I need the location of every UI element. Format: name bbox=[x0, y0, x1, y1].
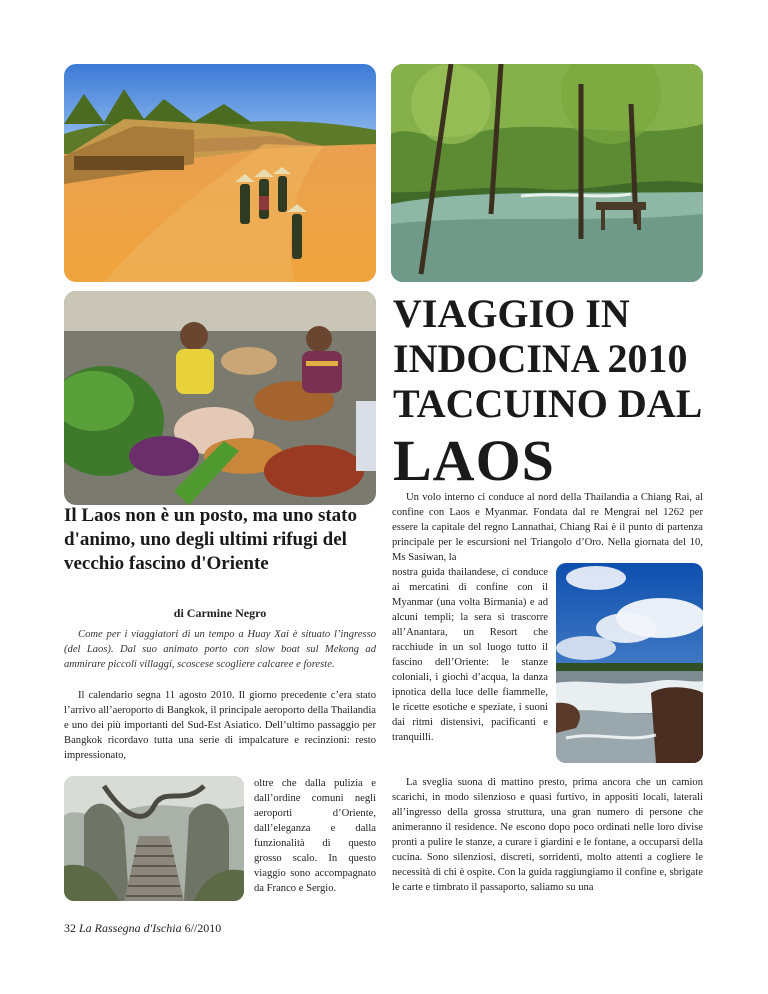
body-paragraph-left: Il calendario segna 11 agosto 2010. Il giorno precedente c’era stato l’arrivo all’aeroporto di Bangkok, il principale aeroporto della Thailandia e uno dei più importanti del Sud-Est Asiatico. Dell’ultimo passaggio per Bangkok ricordavo tutta una serie di impalcature e recinzioni: resto impressionato, bbox=[64, 690, 376, 761]
body-paragraph-left-continued: oltre che dalla pulizia e dall’ordine comuni negli aeroporti d’Oriente, dall’eleganza e dalla funzionalità di questo grosso scalo. In questo viaggio sono accompagnato da Franco e Sergio. bbox=[254, 778, 376, 894]
body-paragraph-right-2: La sveglia suona di mattino presto, prima ancora che un camion scarichi, in modo silenzioso e quasi furtivo, in appositi locali, laterali all’ingresso della grossa struttura, una gran numero di persone che animeranno il residence. Ne escono dopo poco ordinati nelle loro divise pronti a pulire le stanze, a curare i giardini e le fontane, a occuparsi della cucina. Sono silenziosi, discreti, sorridenti, molto attenti a cogliere le necessità di chi è ospite. Con la guida raggiungiamo il confine e, sbrigate le carte e timbrato il passaporto, saliamo su una bbox=[392, 777, 703, 893]
author-byline: di Carmine Negro bbox=[173, 606, 267, 620]
photo-temple-ruins bbox=[64, 776, 244, 901]
photo-local-market bbox=[64, 291, 376, 505]
body-paragraph-right-1: Un volo interno ci conduce al nord della Thailandia a Chiang Rai, al confine con Laos e Myanmar. Fondata dal re Mengrai nel 1262 per essere la capitale del regno Lannathai, Chiang Rai è il punto di partenza principale per le escursioni nel Triangolo d’Oro. Nella giornata del 10, Ms Sasiwan, la bbox=[392, 492, 703, 563]
photo-waterfalls bbox=[556, 563, 703, 763]
article-title-line-2: INDOCINA 2010 bbox=[393, 336, 688, 381]
magazine-name: La Rassegna d'Ischia bbox=[79, 921, 182, 935]
photo-jungle-river bbox=[391, 64, 703, 282]
issue-number: 6//2010 bbox=[184, 921, 222, 935]
article-title-line-1: VIAGGIO IN bbox=[393, 291, 630, 336]
article-title-line-3: TACCUINO DAL bbox=[393, 381, 703, 426]
intro-paragraph: Come per i viaggiatori di un tempo a Huay Xai è situato l’ingresso (del Laos). Dal suo animato porto con slow boat sul Mekong ad ammirare piccoli villaggi, scoscese scogliere calcaree e foreste. bbox=[64, 629, 376, 670]
page-footer bbox=[64, 921, 221, 936]
body-paragraph-right-1-continued: nostra guida thailandese, ci conduce ai mercatini di confine con il Myanmar (una volta Birmania) e ad alcuni templi; la sera si trascorre all’Anantara, un Resort che racchiude in un sol luogo tutto il fascino dell’Oriente: le stanze coloniali, i giochi d’acqua, la danza ipnotica della luce delle fiammelle, le ricette esotiche e speziate, i suoni dai ritmi distensivi, pacificanti e tranquilli. bbox=[392, 567, 548, 743]
page-number: 32 bbox=[64, 921, 76, 935]
article-title-line-4: LAOS bbox=[393, 428, 555, 493]
photo-village-road bbox=[64, 64, 376, 282]
article-subtitle: Il Laos non è un posto, ma uno stato d'animo, uno degli ultimi rifugi del vecchio fascino d'Oriente bbox=[64, 505, 357, 574]
